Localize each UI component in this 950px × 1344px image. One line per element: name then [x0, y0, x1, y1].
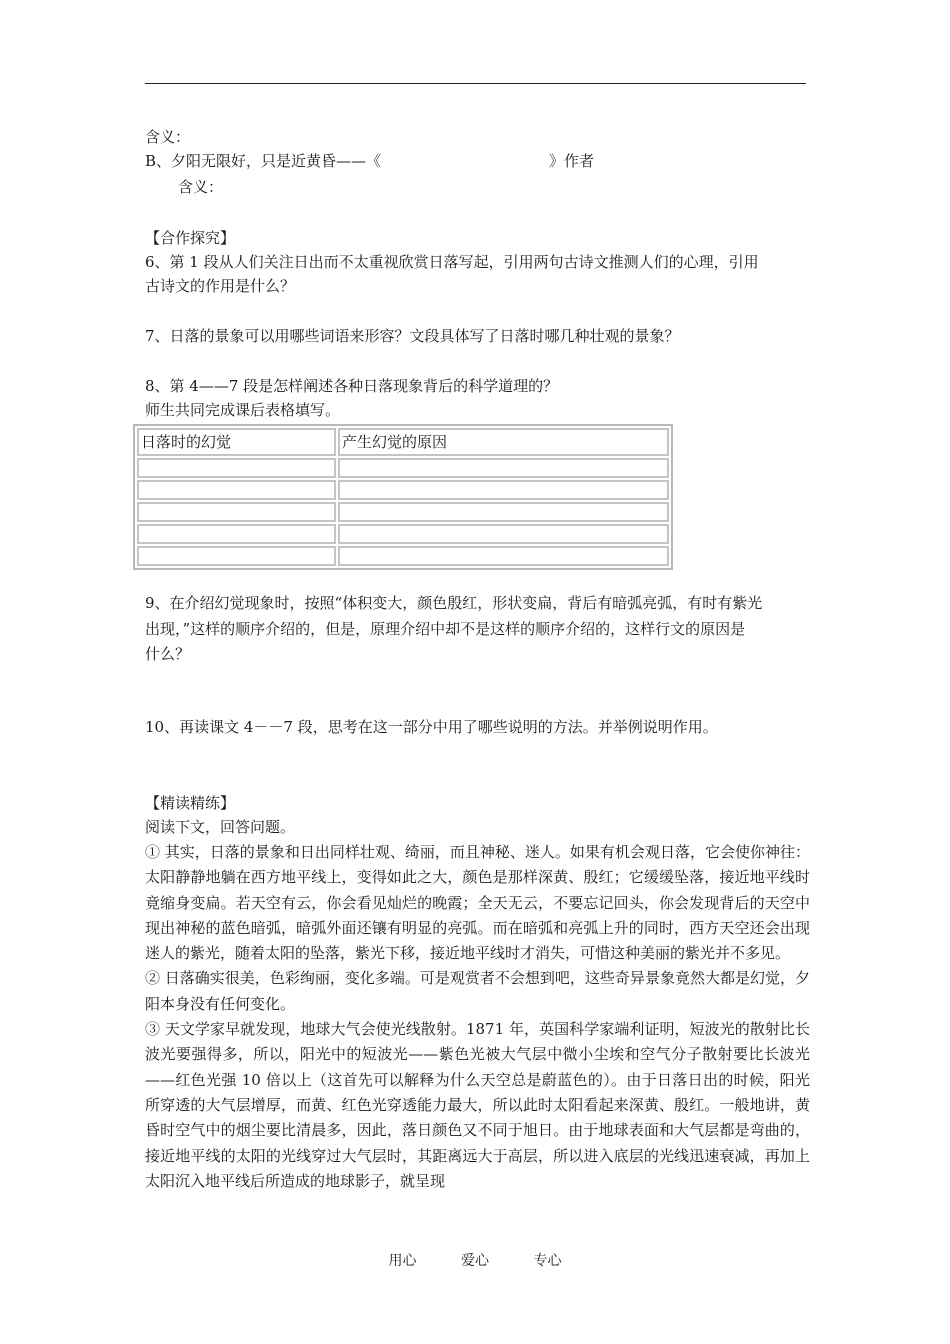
table-row: [137, 546, 669, 566]
q6-line-1: 6、第 1 段从人们关注日出而不太重视欣赏日落写起，引用两句古诗文推测人们的心理，引用: [145, 253, 759, 271]
table-cell: [338, 524, 669, 544]
q-b-meaning: 含义：: [145, 128, 191, 146]
table-header-illusion: 日落时的幻觉: [137, 428, 336, 456]
table-cell: [338, 546, 669, 566]
illusion-table: [133, 424, 673, 570]
q8-line-2: 师生共同完成课后表格填写。: [145, 401, 341, 419]
q-b-line: [145, 151, 810, 172]
paragraph-1: ① 其实，日落的景象和日出同样壮观、绮丽，而且神秘、迷人。如果有机会观日落，它会使你神往：太阳静静地躺在西方地平线上，变得如此之大，颜色是那样深黄、殷红；它缓缓坠落，接近地平线时竟缩身变扁。若天空有云，你会看见灿烂的晚霞；全天无云，不要忘记回头，你会发现背后的天空中现出神秘的蓝色暗弧，暗弧外面还镶有明显的亮弧。而在暗弧和亮弧上升的同时，西方天空还会出现迷人的紫光，随着太阳的坠落，紫光下移，接近地平线时才消失，可惜这种美丽的紫光并不多见。: [145, 843, 810, 963]
q-b-prefix: B、夕阳无限好，只是近黄昏——《: [145, 152, 382, 170]
table-row: [137, 458, 669, 478]
table-cell: [338, 480, 669, 500]
q6-line-2: 古诗文的作用是什么？: [145, 277, 296, 295]
table-cell: [137, 524, 336, 544]
table-cell: [137, 480, 336, 500]
table-row: [137, 502, 669, 522]
footer-word-1: 用心: [388, 1253, 417, 1269]
q9-line-2: 出现，”这样的顺序介绍的，但是，原理介绍中却不是这样的顺序介绍的，这样行文的原因是: [145, 620, 746, 638]
section-heading-coop: 【合作探究】: [145, 229, 236, 247]
section-heading-reading: 【精读精练】: [145, 794, 236, 812]
q10: 10、再读课文 4－－7 段，思考在这一部分中用了哪些说明的方法。并举例说明作用。: [145, 718, 718, 736]
table-header-cause: 产生幻觉的原因: [338, 428, 669, 456]
page-footer: [0, 1250, 950, 1270]
reading-passage: [145, 840, 810, 1194]
table-row: [137, 480, 669, 500]
table-cell: [137, 502, 336, 522]
table-cell: [338, 502, 669, 522]
q7: 7、日落的景象可以用哪些词语来形容？文段具体写了日落时哪几种壮观的景象？: [145, 327, 680, 345]
paragraph-3: ③ 天文学家早就发现，地球大气会使光线散射。1871 年，英国科学家端利证明，短波光的散射比长波光要强得多，所以，阳光中的短波光——紫色光被大气层中微小尘埃和空气分子散射要比长波光——红色光强 10 倍以上（这首先可以解释为什么天空总是蔚蓝色的）。由于日落日出的时候，阳光所穿透的大气层增厚，而黄、红色光穿透能力最大，所以此时太阳看起来深黄、殷红。一般地讲，黄昏时空气中的烟尘要比清晨多，因此，落日颜色又不同于旭日。由于地球表面和大气层都是弯曲的，接近地平线的太阳的光线穿过大气层时，其距离远大于高层，所以进入底层的光线迅速衰减，再加上太阳沉入地平线后所造成的地球影子，就呈现: [145, 1020, 810, 1190]
table-cell: [137, 458, 336, 478]
reading-prompt: 阅读下文，回答问题。: [145, 818, 296, 836]
footer-word-3: 专心: [533, 1253, 562, 1269]
footer-word-2: 爱心: [461, 1253, 489, 1269]
q8-line-1: 8、第 4——7 段是怎样阐述各种日落现象背后的科学道理的？: [145, 377, 559, 395]
table-row: [137, 524, 669, 544]
table-cell: [338, 458, 669, 478]
q9-line-3: 什么？: [145, 645, 191, 663]
table-header-row: [137, 428, 669, 456]
table-cell: [137, 546, 336, 566]
q-b-meaning-2: 含义：: [178, 178, 224, 196]
paragraph-2: ② 日落确实很美，色彩绚丽，变化多端。可是观赏者不会想到吧，这些奇异景象竟然大都是幻觉，夕阳本身没有任何变化。: [145, 969, 810, 1013]
q-b-suffix: 》作者: [549, 152, 595, 170]
q9-line-1: 9、在介绍幻觉现象时，按照“体积变大，颜色殷红，形状变扁，背后有暗弧亮弧，有时有紫光: [145, 594, 763, 612]
header-rule: [145, 83, 806, 84]
